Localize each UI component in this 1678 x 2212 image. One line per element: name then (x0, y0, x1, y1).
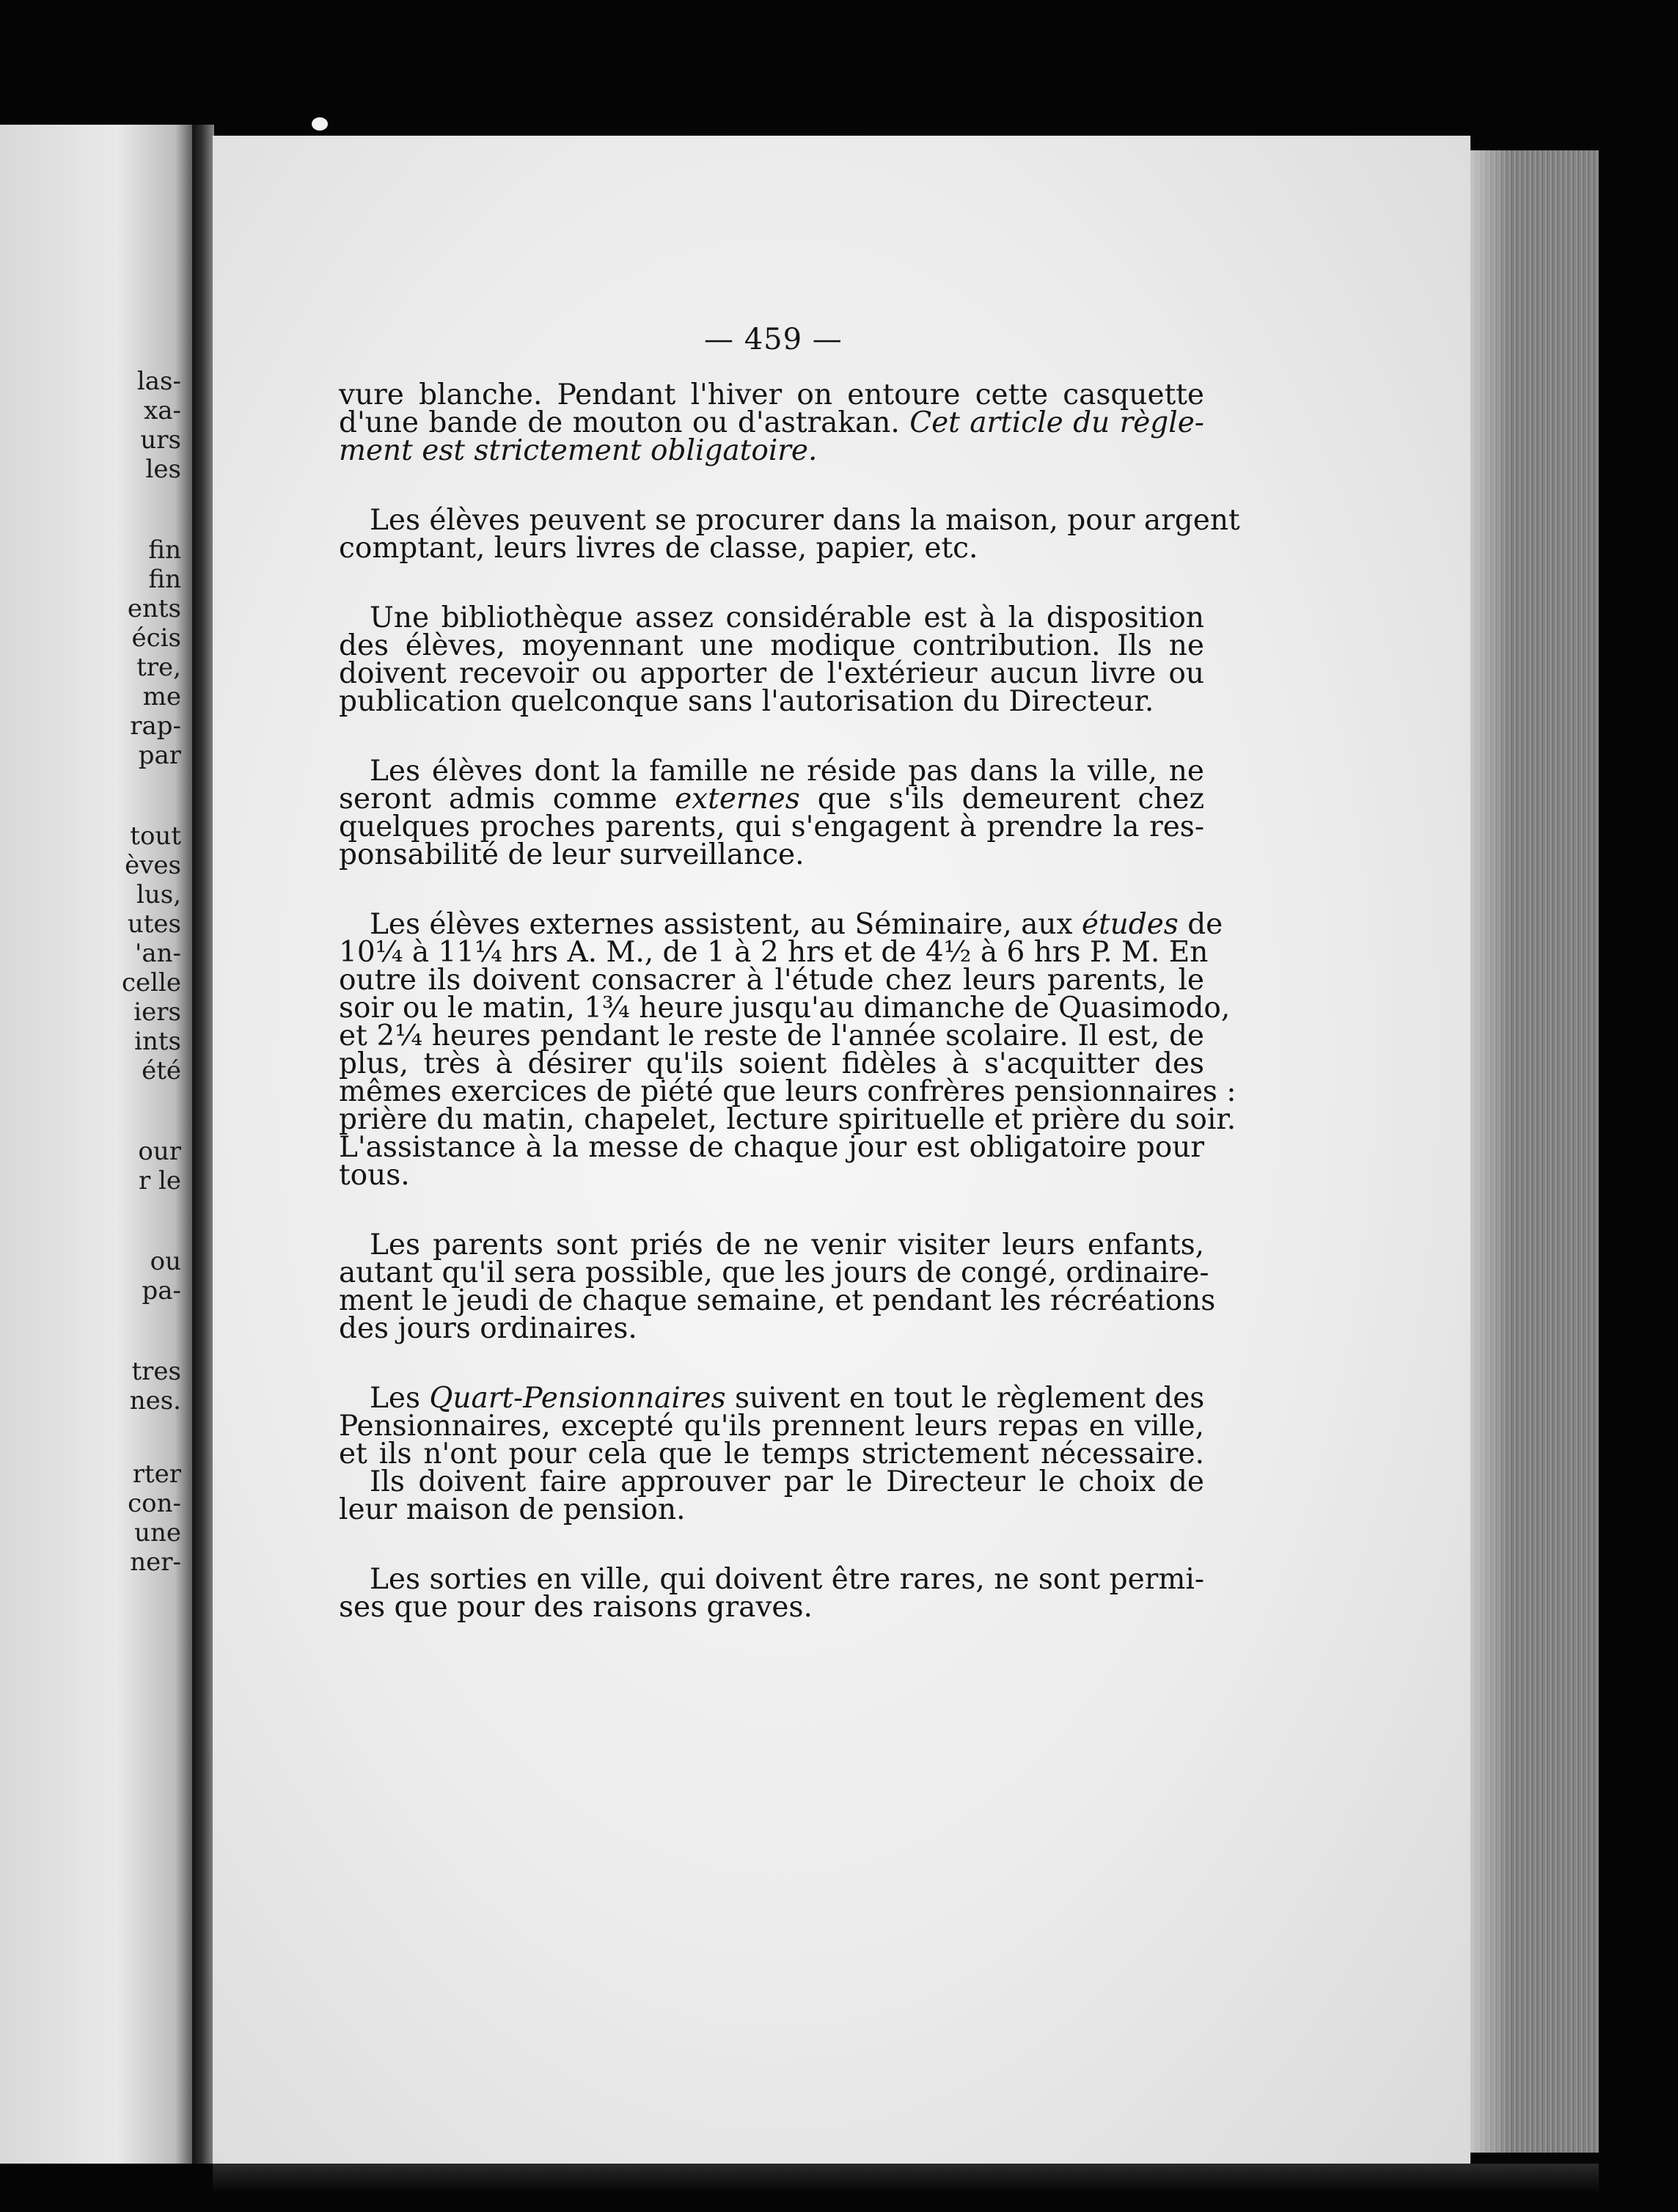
text-run: Les élèves externes assistent, au Séminaire, aux (370, 908, 1082, 941)
paragraph (339, 378, 1204, 467)
italic-text: externes (675, 783, 800, 816)
text-run: d'une bande de mouton ou d'astrakan. (339, 406, 910, 439)
text-run: mêmes exercices de piété que leurs confrères pensionnaires : (339, 1075, 1236, 1108)
text-line (339, 838, 1204, 871)
left-page-fragment: èves (125, 851, 181, 880)
text-run: de (1178, 908, 1223, 941)
italic-text: Quart-Pensionnaires (429, 1382, 726, 1415)
text-run: des jours ordinaires. (339, 1312, 637, 1345)
text-line (339, 629, 1204, 662)
text-line (339, 601, 1204, 634)
text-run: L'assistance à la messe de chaque jour est obligatoire pour (339, 1131, 1204, 1164)
text-line (339, 1075, 1236, 1108)
left-page-fragment: me (142, 682, 181, 711)
text-run: Les sorties en ville, qui doivent être rares, ne sont permi- (370, 1563, 1204, 1596)
left-page-fragment: xa- (144, 396, 181, 425)
left-page-fragment: con- (128, 1489, 181, 1518)
text-line (339, 936, 1209, 969)
text-run: et ils n'ont pour cela que le temps strictement nécessaire. (339, 1438, 1204, 1471)
page-edges-shade (1467, 150, 1511, 2153)
text-line (339, 783, 1204, 816)
page-number: — 459 — (704, 323, 843, 356)
text-line (339, 657, 1204, 690)
text-run: doivent recevoir ou apporter de l'extérieur aucun livre ou (339, 657, 1204, 690)
text-line (339, 1312, 1204, 1345)
left-page-fragment: ner- (130, 1548, 181, 1577)
text-run: soir ou le matin, 1¾ heure jusqu'au dimanche de Quasimodo, (339, 992, 1231, 1025)
text-line (339, 992, 1231, 1025)
left-page-fragment: tout (130, 821, 181, 851)
left-page-fragment: ents (127, 594, 181, 623)
text-run: ses que pour des raisons graves. (339, 1591, 813, 1624)
text-run: vure blanche. Pendant l'hiver on entoure cette casquette (339, 378, 1204, 411)
dust-speck (312, 117, 328, 131)
text-line (339, 532, 1204, 565)
text-line (339, 1493, 1204, 1526)
left-page-fragment: ou (150, 1247, 181, 1276)
text-run: Les élèves dont la famille ne réside pas dans la ville, ne (370, 755, 1204, 788)
left-page-fragment: fin (148, 535, 181, 565)
text-line (339, 406, 1204, 439)
left-page-fragment: iers (133, 997, 181, 1027)
left-page-fragment: par (138, 741, 181, 770)
text-run: prière du matin, chapelet, lecture spirituelle et prière du soir. (339, 1103, 1236, 1136)
text-run: publication quelconque sans l'autorisation du Directeur. (339, 685, 1154, 718)
left-page-fragment: celle (121, 968, 181, 997)
page-body (339, 378, 1240, 1663)
bottom-shadow (213, 2164, 1599, 2193)
paragraph (339, 601, 1204, 718)
italic-text: études (1081, 908, 1179, 941)
left-page-fragment: ints (134, 1027, 181, 1056)
left-page-fragment: nes. (129, 1386, 181, 1416)
italic-text: ment est strictement obligatoire. (339, 434, 818, 467)
text-line (339, 1563, 1204, 1596)
italic-text: Cet article du règle- (909, 406, 1204, 439)
text-run: Pensionnaires, excepté qu'ils prennent leurs repas en ville, (339, 1410, 1204, 1443)
text-run: comptant, leurs livres de classe, papier, etc. (339, 532, 978, 565)
left-page-fragment: écis (131, 623, 181, 653)
text-line (339, 755, 1204, 788)
text-run: ponsabilité de leur surveillance. (339, 838, 805, 871)
paragraph (339, 1228, 1216, 1345)
text-run: leur maison de pension. (339, 1493, 686, 1526)
text-line (339, 908, 1223, 941)
text-run: que s'ils demeurent chez (799, 783, 1204, 816)
text-run: seront admis comme (339, 783, 675, 816)
left-page-fragment: tre, (136, 653, 181, 682)
left-page (0, 125, 194, 2164)
text-run: plus, très à désirer qu'ils soient fidèles à s'acquitter des (339, 1047, 1204, 1080)
text-run: Les (370, 1382, 430, 1415)
text-line (339, 964, 1204, 997)
text-line (339, 810, 1204, 843)
left-page-fragment: rter (132, 1460, 181, 1489)
text-run: quelques proches parents, qui s'engagent à prendre la res- (339, 810, 1204, 843)
left-page-fragment: pa- (142, 1276, 181, 1305)
text-run: Une bibliothèque assez considérable est à la disposition (370, 601, 1204, 634)
left-page-fragment: our (138, 1137, 181, 1166)
text-line (339, 685, 1204, 718)
text-line (339, 1438, 1204, 1471)
paragraph (339, 755, 1204, 871)
left-page-fragment: fin (148, 565, 181, 594)
text-run: tous. (339, 1159, 410, 1192)
paragraph (339, 504, 1240, 565)
left-page-fragment: 'an- (134, 939, 181, 968)
text-run: outre ils doivent consacrer à l'étude chez leurs parents, le (339, 964, 1204, 997)
text-line (339, 1103, 1236, 1136)
text-line (339, 1159, 1204, 1192)
text-line (339, 1228, 1204, 1261)
text-line (339, 504, 1240, 537)
left-page-fragment: une (134, 1518, 181, 1548)
text-run: autant qu'il sera possible, que les jours de congé, ordinaire- (339, 1256, 1209, 1289)
text-line (339, 1019, 1204, 1052)
left-page-fragment: r le (138, 1166, 181, 1195)
left-page-fragment: las- (136, 367, 181, 396)
book-gutter (192, 125, 214, 2164)
text-line (339, 1591, 1204, 1624)
paragraph (339, 1382, 1205, 1526)
text-run: Ils doivent faire approuver par le Directeur le choix de (370, 1465, 1204, 1498)
text-run: Les parents sont priés de ne venir visiter leurs enfants, (370, 1228, 1204, 1261)
text-line (339, 1465, 1204, 1498)
text-line (339, 1256, 1209, 1289)
text-line (339, 1382, 1205, 1415)
left-page-fragment: les (145, 455, 181, 484)
paragraph (339, 908, 1236, 1192)
text-run: Les élèves peuvent se procurer dans la maison, pour argent (370, 504, 1240, 537)
text-run: des élèves, moyennant une modique contribution. Ils ne (339, 629, 1204, 662)
text-line (339, 434, 1204, 467)
text-run: et 2¼ heures pendant le reste de l'année scolaire. Il est, de (339, 1019, 1204, 1052)
text-line (339, 1047, 1204, 1080)
left-page-fragment: tres (131, 1357, 181, 1386)
left-page-fragment: urs (140, 425, 181, 455)
left-page-fragment: lus, (136, 880, 181, 909)
left-page-fragment: rap- (130, 711, 181, 741)
text-line (339, 1284, 1216, 1317)
left-page-fragment: été (142, 1056, 181, 1085)
text-line (339, 1131, 1204, 1164)
text-run: 10¼ à 11¼ hrs A. M., de 1 à 2 hrs et de 4½ à 6 hrs P. M. En (339, 936, 1209, 969)
text-line (339, 1410, 1204, 1443)
paragraph (339, 1563, 1204, 1624)
text-run: suivent en tout le règlement des (725, 1382, 1205, 1415)
text-line (339, 378, 1204, 411)
left-page-fragment: utes (127, 909, 181, 939)
text-run: ment le jeudi de chaque semaine, et pendant les récréations (339, 1284, 1216, 1317)
